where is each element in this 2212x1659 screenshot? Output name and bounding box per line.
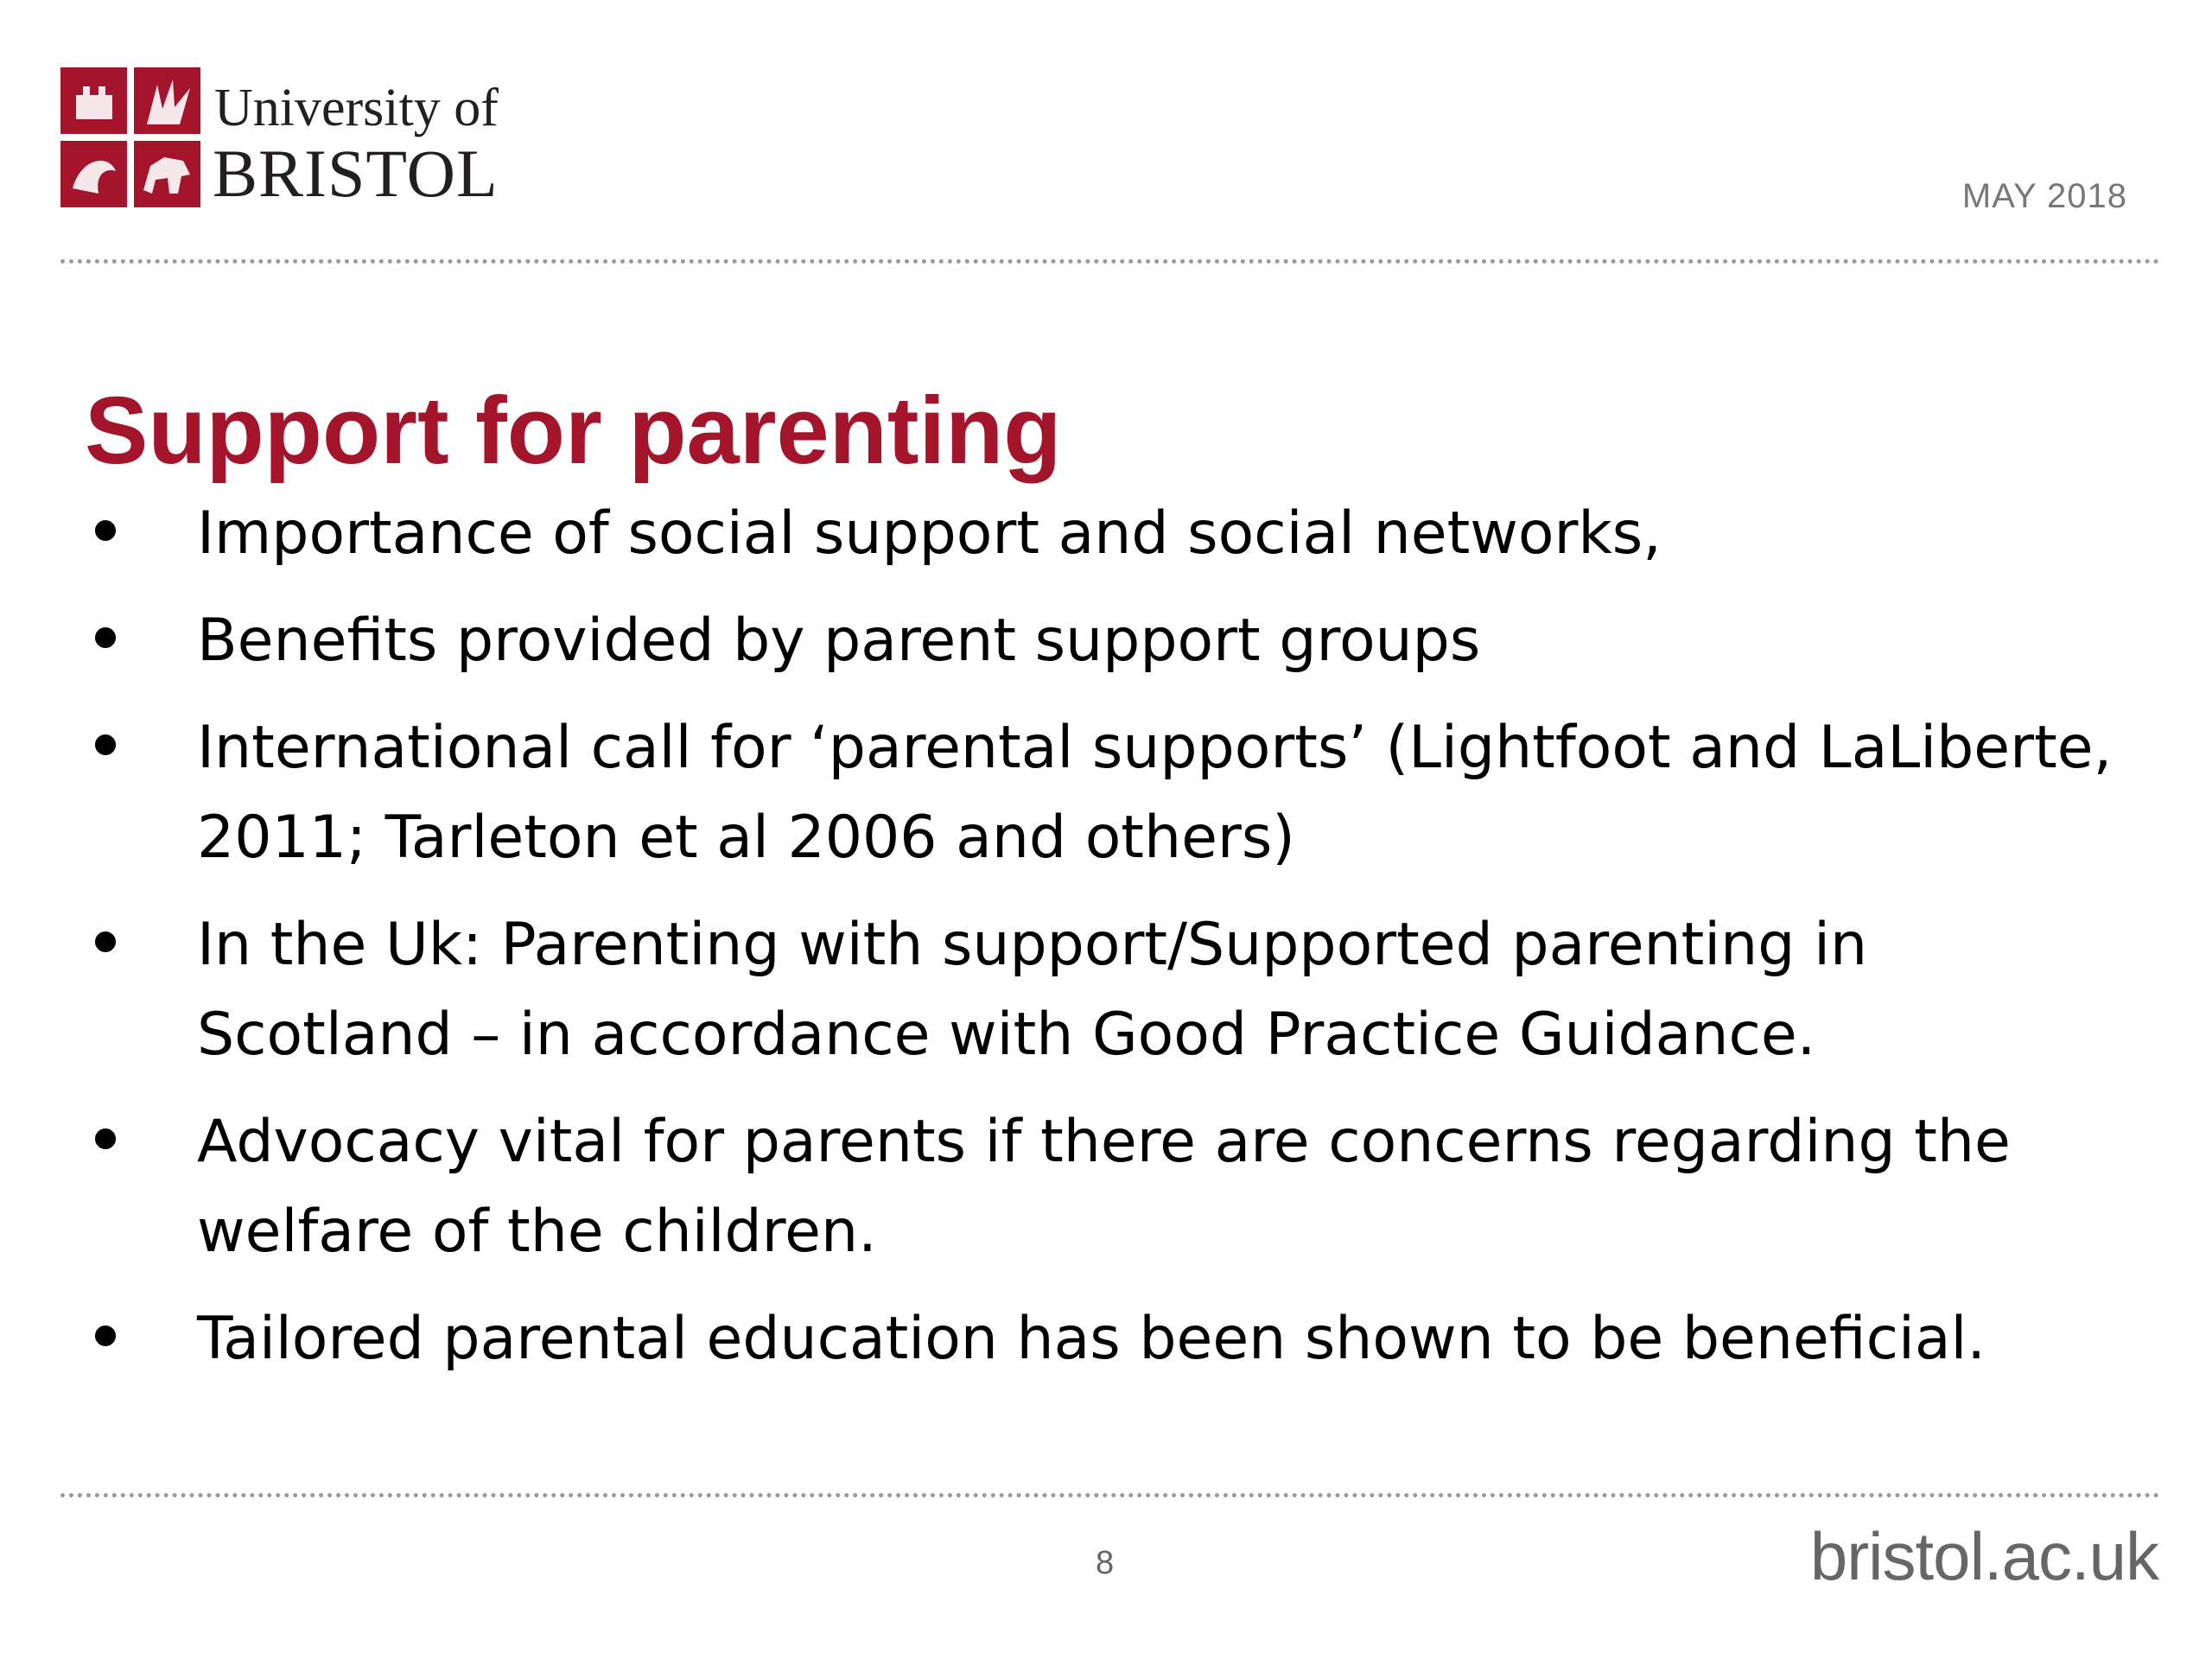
bullet-point-icon: [95, 931, 116, 952]
bullet-point-icon: [95, 1325, 116, 1346]
bullet-text: In the Uk: Parenting with support/Supported parenting in Scotland – in accordance with Good Practice Guidance.: [197, 911, 1868, 1069]
bullet-text: Importance of social support and social networks,: [197, 499, 1662, 568]
logo-text-line1: University of: [214, 79, 499, 137]
bullet-item: [85, 489, 2141, 579]
bullet-text: Benefits provided by parent support groups: [197, 607, 1481, 675]
bullet-item: [85, 596, 2141, 686]
bullet-text: Tailored parental education has been shown to be beneficial.: [197, 1305, 1986, 1373]
bullet-point-icon: [95, 1128, 116, 1149]
slide-title: Support for parenting: [85, 377, 1062, 484]
bullet-text: International call for ‘parental supports’ (Lightfoot and LaLiberte, 2011; Tarleton et al 2006 and others): [197, 714, 2113, 872]
bullet-list: [85, 489, 2141, 1402]
bullet-text: Advocacy vital for parents if there are concerns regarding the welfare of the children.: [197, 1108, 2011, 1266]
top-divider: [60, 259, 2160, 264]
bullet-point-icon: [95, 734, 116, 755]
bullet-point-icon: [95, 520, 116, 541]
university-logo: [60, 67, 544, 214]
bullet-point-icon: [95, 627, 116, 648]
bullet-item: [85, 703, 2141, 883]
page-number: 8: [1096, 1545, 1115, 1581]
bullet-item: [85, 900, 2141, 1080]
bottom-divider: [60, 1493, 2160, 1497]
university-crest-icon: [60, 67, 200, 207]
bullet-item: [85, 1294, 2141, 1384]
bullet-item: [85, 1097, 2141, 1277]
footer-url: bristol.ac.uk: [1809, 1518, 2158, 1594]
logo-text-line2: BRISTOL: [213, 136, 499, 211]
slide-date: MAY 2018: [1961, 177, 2127, 215]
